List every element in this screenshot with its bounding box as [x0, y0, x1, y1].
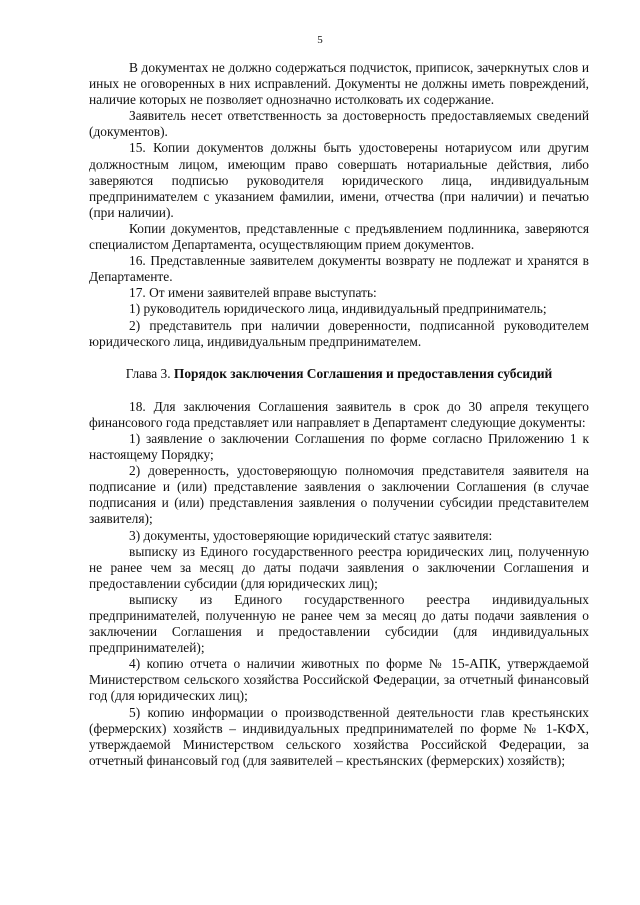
- page-number: 5: [317, 34, 323, 46]
- paragraph-item-15: 15. Копии документов должны быть удостоверены нотариусом или другим должностным лицом, имеющим право совершать нотариальные действия, либо заверяются подписью руководителя юридического лица, индивидуальным предпринимателем с указанием фамилии, имени, отчества (при наличии) и печатью (при наличии).: [89, 140, 589, 220]
- chapter-title: Порядок заключения Соглашения и предоставления субсидий: [173, 365, 553, 381]
- paragraph-item-17-1: 1) руководитель юридического лица, индивидуальный предприниматель;: [129, 301, 547, 317]
- paragraph-copies-certified: Копии документов, представленные с предъявлением подлинника, заверяются специалистом Департамента, осуществляющим прием документов.: [89, 220, 589, 253]
- paragraph-item-17: 17. От имени заявителей вправе выступать:: [129, 285, 377, 301]
- document-body: [89, 60, 589, 769]
- paragraph-entrepreneur-extract: выписку из Единого государственного реестра индивидуальных предпринимателей, полученную не ранее чем за месяц до даты подачи заявления о заключении Соглашения и предоставлении субсидии (для индивидуальных предпринимателей);: [89, 591, 589, 656]
- paragraph-item-18-2: 2) доверенность, удостоверяющую полномочия представителя заявителя на подписание и (или) представление заявления о заключении Соглашения (в случае подписания и (или) представления заявления о получении субсидии представителем заявителя);: [89, 463, 589, 527]
- paragraph-item-16: 16. Представленные заявителем документы возврату не подлежат и хранятся в Департаменте.: [89, 253, 589, 285]
- chapter-heading: [89, 366, 589, 382]
- chapter-prefix: Глава 3.: [125, 365, 174, 381]
- paragraph-item-17-2: 2) представитель при наличии доверенности, подписанной руководителем юридического лица, индивидуальным предпринимателем.: [89, 317, 589, 349]
- paragraph-applicant-responsibility: Заявитель несет ответственность за достоверность предоставляемых сведений (документов).: [89, 108, 589, 140]
- paragraph-item-18: 18. Для заключения Соглашения заявитель в срок до 30 апреля текущего финансового года представляет или направляет в Департамент следующие документы:: [89, 398, 589, 430]
- paragraph-item-18-5: 5) копию информации о производственной деятельности глав крестьянских (фермерских) хозяйств – индивидуальных предпринимателей по форме № 1-КФХ, утверждаемой Министерством сельского хозяйства Российской Федерации, за отчетный финансовый год (для заявителей – крестьянских (фермерских) хозяйств);: [89, 704, 589, 768]
- paragraph-item-18-1: 1) заявление о заключении Соглашения по форме согласно Приложению 1 к настоящему Порядку;: [89, 430, 589, 463]
- paragraph-no-corrections: В документах не должно содержаться подчисток, приписок, зачеркнутых слов и иных не оговоренных в них исправлений. Документы не должны иметь повреждений, наличие которых не позволяет однозначно истолковать их содержание.: [89, 60, 589, 108]
- paragraph-legal-entity-extract: выписку из Единого государственного реестра юридических лиц, полученную не ранее чем за месяц до даты подачи заявления о заключении Соглашения и предоставлении субсидии (для юридических лиц);: [89, 543, 589, 591]
- paragraph-item-18-4: 4) копию отчета о наличии животных по форме № 15-АПК, утверждаемой Министерством сельского хозяйства Российской Федерации, за отчетный финансовый год (для юридических лиц);: [89, 656, 589, 704]
- paragraph-item-18-3: 3) документы, удостоверяющие юридический статус заявителя:: [129, 527, 493, 543]
